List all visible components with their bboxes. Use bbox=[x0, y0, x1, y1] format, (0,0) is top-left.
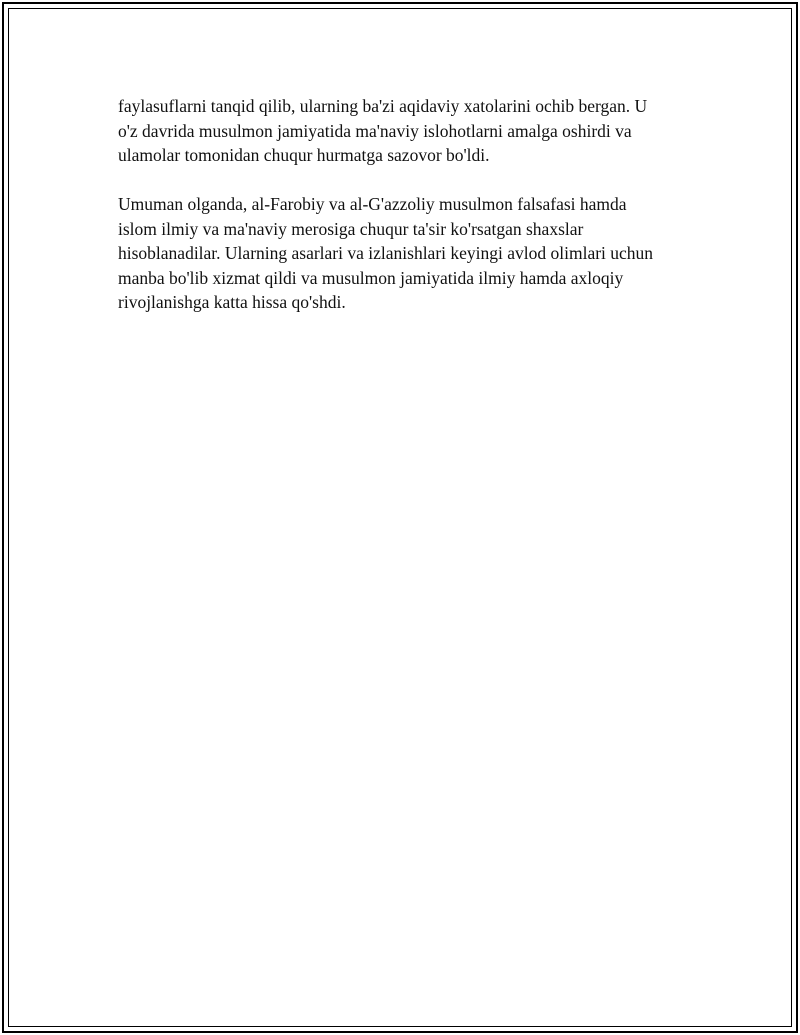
paragraph: Umuman olganda, al-Farobiy va al-G'azzoliy musulmon falsafasi hamda islom ilmiy va ma'naviy merosiga chuqur ta'sir ko'rsatgan shaxslar hisoblanadilar. Ularning asarlari va izlanishlari keyingi avlod olimlari uchun manba bo'lib xizmat qildi va musulmon jamiyatida ilmiy hamda axloqiy rivojlanishga katta hissa qo'shdi. bbox=[118, 194, 654, 312]
paragraph: faylasuflarni tanqid qilib, ularning ba'zi aqidaviy xatolarini ochib bergan. U o'z davrida musulmon jamiyatida ma'naviy islohotlarni amalga oshirdi va ulamolar tomonidan chuqur hurmatga sazovor bo'ldi. bbox=[118, 96, 648, 165]
document-body bbox=[118, 94, 698, 339]
